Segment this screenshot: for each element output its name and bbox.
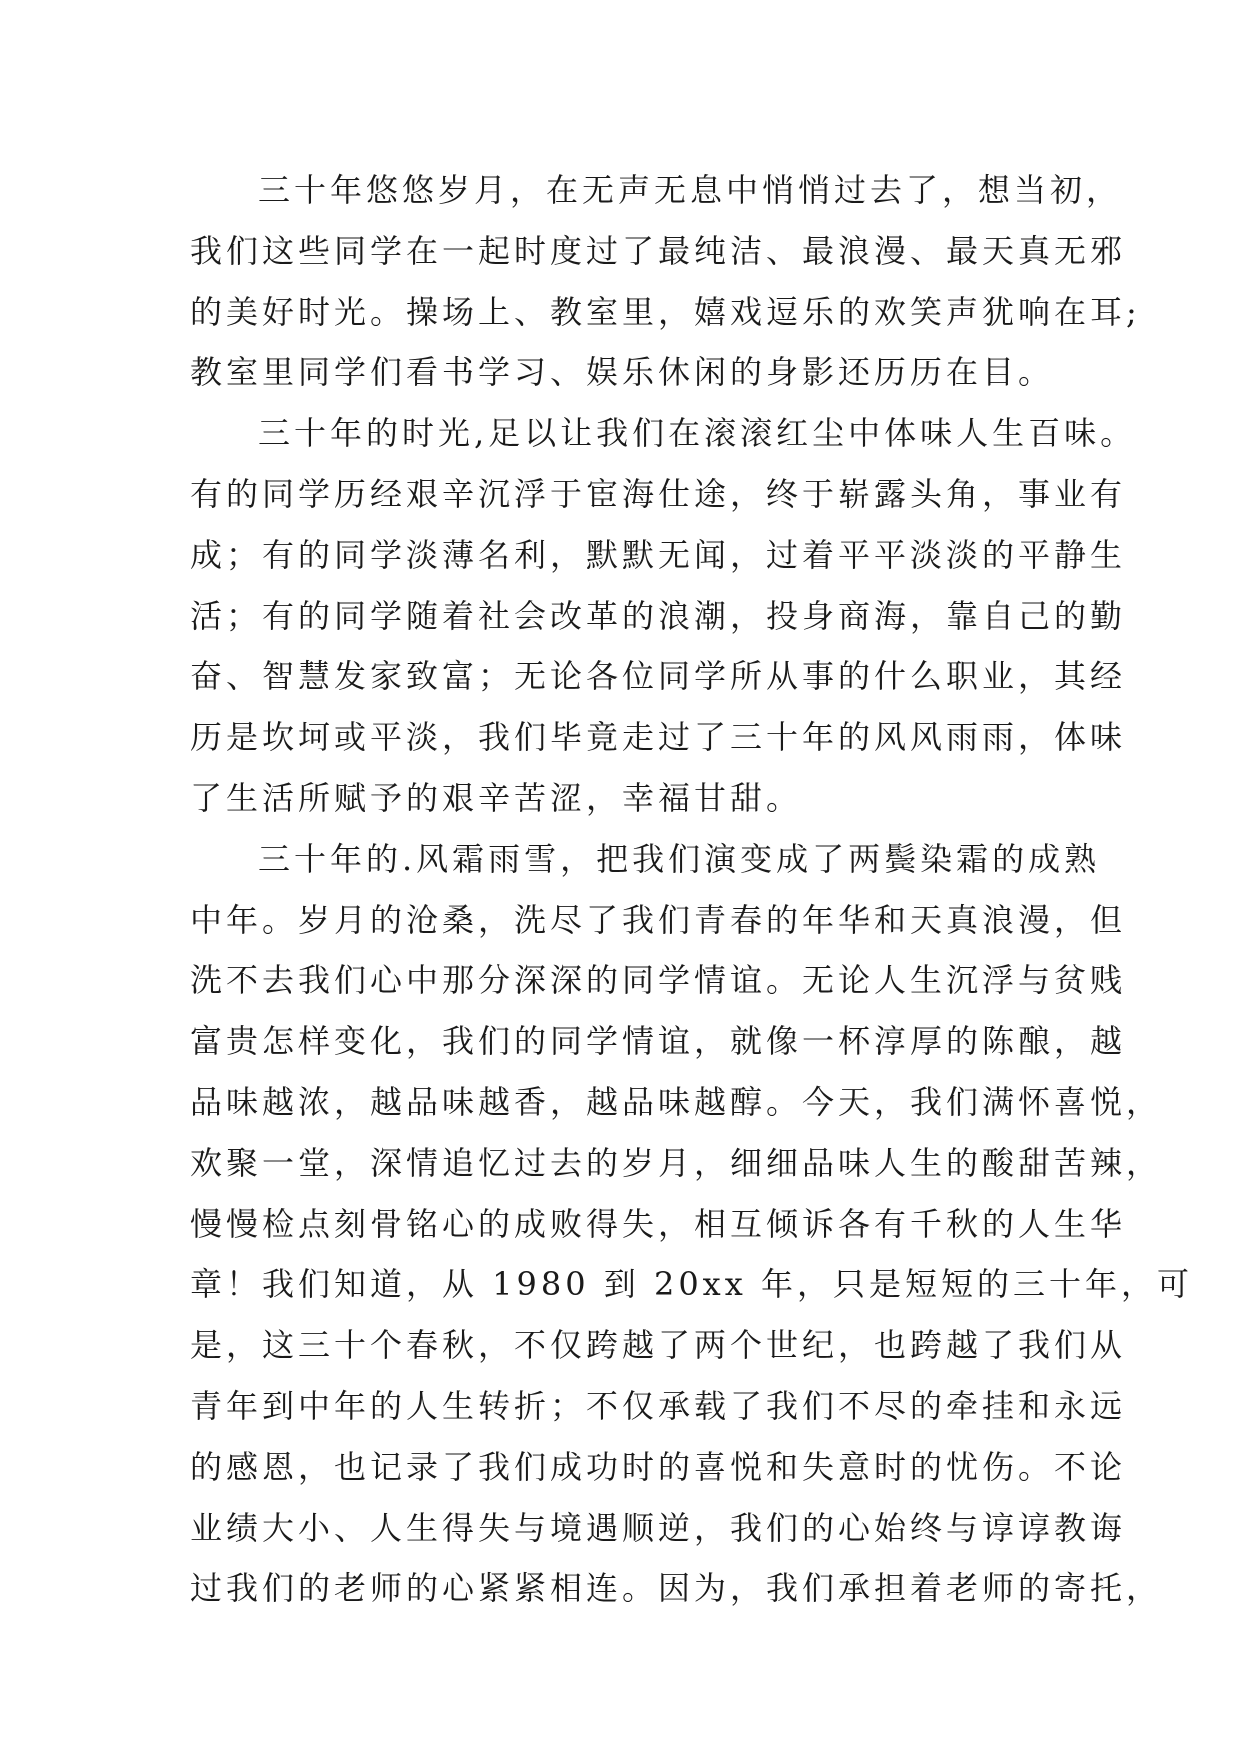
text-line: 中年。岁月的沧桑，洗尽了我们青春的年华和天真浪漫，但 — [190, 900, 1127, 939]
text-line: 洗不去我们心中那分深深的同学情谊。无论人生沉浮与贫贱 — [190, 961, 1127, 1000]
paragraph-3 — [190, 829, 1193, 1619]
text-line: 的美好时光。操场上、教室里，嬉戏逗乐的欢笑声犹响在耳; — [190, 292, 1141, 331]
text-line: 历是坎坷或平淡，我们毕竟走过了三十年的风风雨雨，体味 — [190, 718, 1127, 757]
text-line: 业绩大小、人生得失与境遇顺逆，我们的心始终与谆谆教诲 — [190, 1508, 1127, 1547]
text-line: 有的同学历经艰辛沉浮于宦海仕途，终于崭露头角，事业有 — [190, 474, 1127, 513]
text-line: 我们这些同学在一起时度过了最纯洁、最浪漫、最天真无邪 — [190, 231, 1127, 270]
paragraph-1 — [190, 160, 1141, 403]
text-line: 三十年的.风霜雨雪，把我们演变成了两鬓染霜的成熟 — [258, 839, 1101, 878]
text-line: 三十年悠悠岁月，在无声无息中悄悄过去了，想当初， — [258, 171, 1123, 209]
text-line: 了生活所赋予的艰辛苦涩，幸福甘甜。 — [190, 778, 803, 817]
paragraph-2 — [190, 403, 1137, 829]
text-line: 过我们的老师的心紧紧相连。因为，我们承担着老师的寄托， — [190, 1569, 1163, 1608]
text-line: 教室里同学们看书学习、娱乐休闲的身影还历历在目。 — [190, 353, 1055, 392]
text-line: 是，这三十个春秋，不仅跨越了两个世纪，也跨越了我们从 — [190, 1326, 1127, 1365]
text-line: 的感恩，也记录了我们成功时的喜悦和失意时的忧伤。不论 — [190, 1447, 1127, 1486]
text-line: 欢聚一堂，深情追忆过去的岁月，细细品味人生的酸甜苦辣， — [190, 1143, 1163, 1182]
text-line: 青年到中年的人生转折；不仅承载了我们不尽的牵挂和永远 — [190, 1386, 1127, 1425]
text-line: 成；有的同学淡薄名利，默默无闻，过着平平淡淡的平静生 — [190, 535, 1127, 574]
document-body — [190, 160, 1193, 1619]
text-line: 活；有的同学随着社会改革的浪潮，投身商海，靠自己的勤 — [190, 596, 1127, 635]
text-line: 富贵怎样变化，我们的同学情谊，就像一杯淳厚的陈酿，越 — [190, 1022, 1127, 1061]
text-line: 章！我们知道，从 1980 到 20xx 年，只是短短的三十年，可 — [190, 1265, 1193, 1304]
text-line: 品味越浓，越品味越香，越品味越醇。今天，我们满怀喜悦， — [190, 1082, 1163, 1121]
text-line: 奋、智慧发家致富；无论各位同学所从事的什么职业，其经 — [190, 657, 1127, 696]
text-line: 三十年的时光,足以让我们在滚滚红尘中体味人生百味。 — [258, 414, 1137, 453]
text-line: 慢慢检点刻骨铭心的成败得失，相互倾诉各有千秋的人生华 — [190, 1204, 1127, 1243]
